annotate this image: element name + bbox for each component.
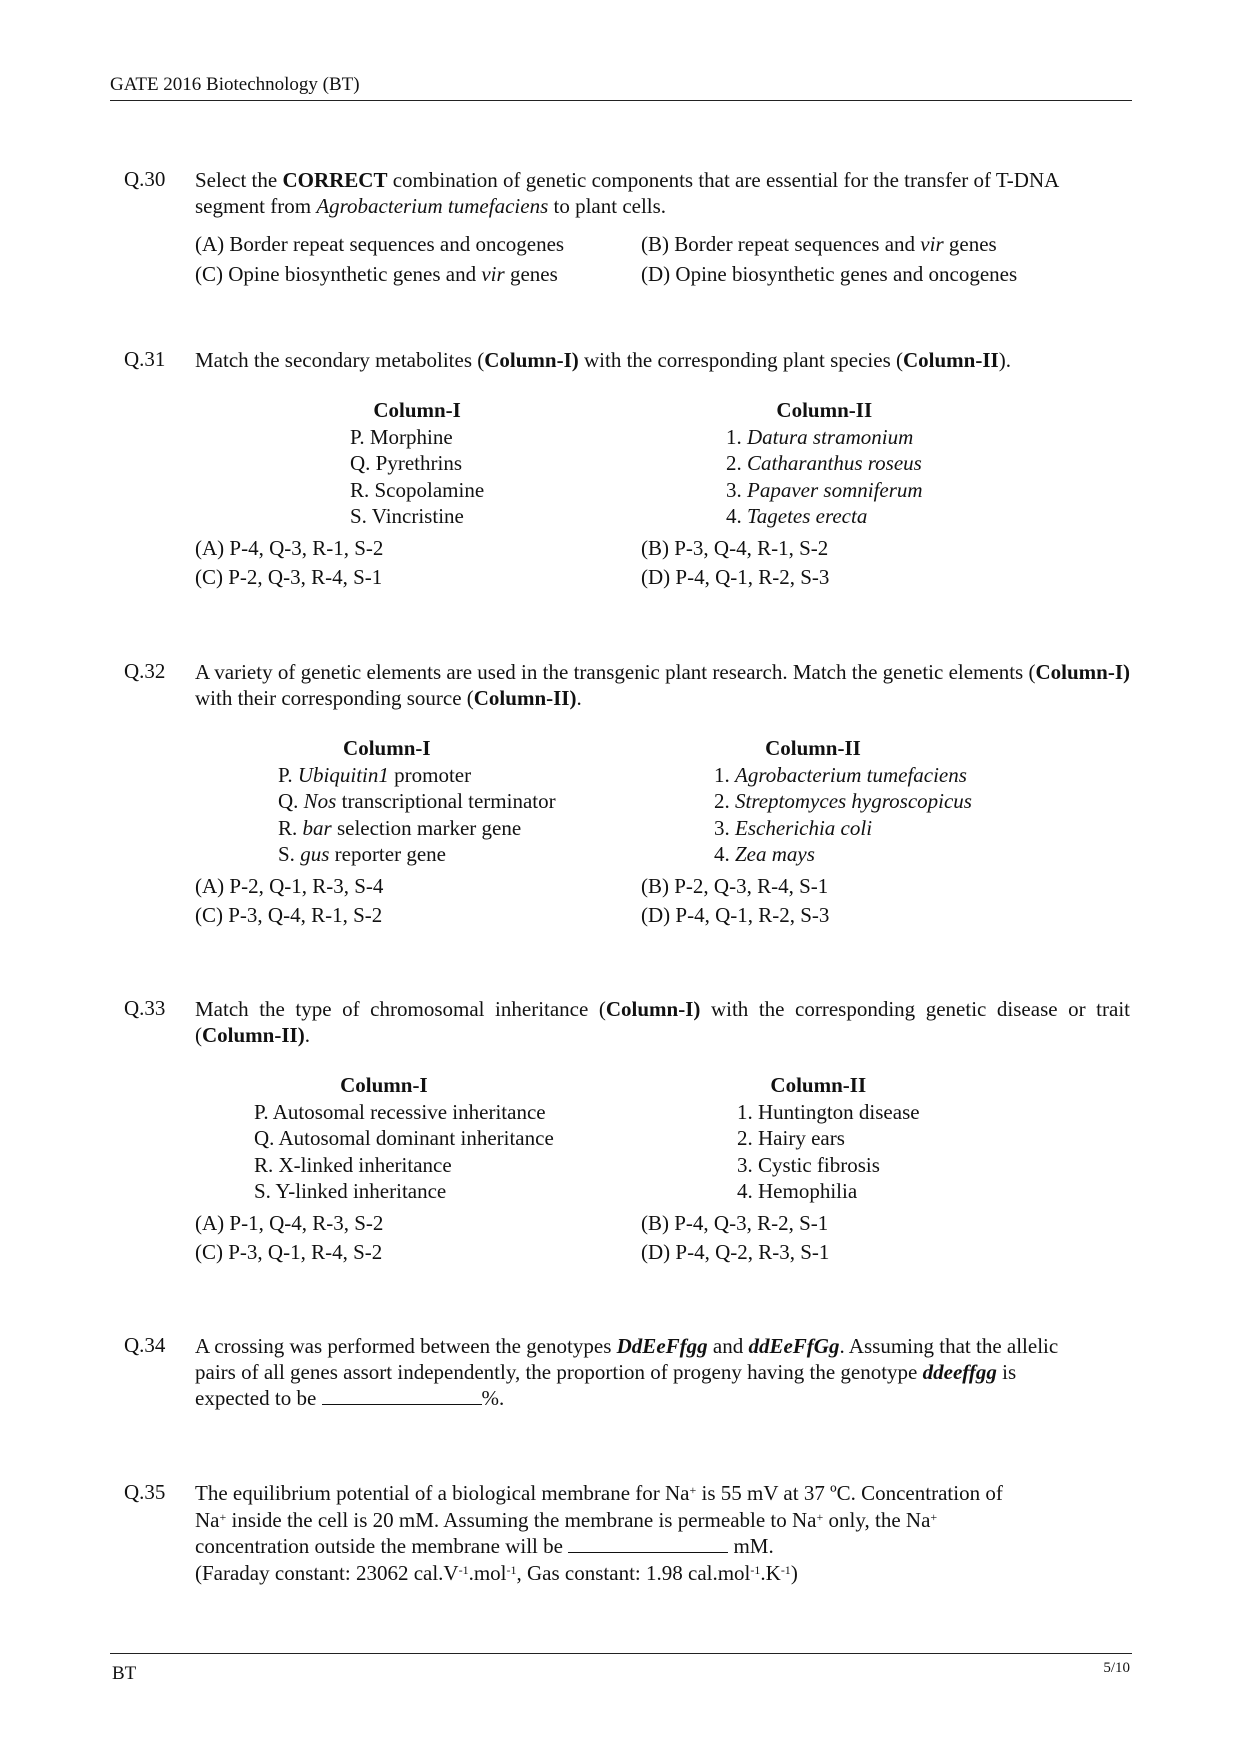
column-i xyxy=(278,735,556,868)
option-d: (D) P-4, Q-1, R-2, S-3 xyxy=(641,903,830,927)
page-number: 5/10 xyxy=(1103,1660,1130,1676)
column-i xyxy=(350,397,484,530)
column-ii-item: 1. Agrobacterium tumefaciens xyxy=(714,762,967,787)
column-i-item: P. Autosomal recessive inheritance xyxy=(254,1099,546,1124)
column-i-item: Q. Nos transcriptional terminator xyxy=(278,789,556,813)
column-i-item: Q. Pyrethrins xyxy=(350,451,462,475)
answer-blank xyxy=(322,1386,482,1405)
option-d: (D) Opine biosynthetic genes and oncogenes xyxy=(641,262,1018,286)
column-ii-item: 1. Datura stramonium xyxy=(726,424,914,449)
column-ii-item: 3. Escherichia coli xyxy=(714,815,873,840)
column-ii-item: 3. Papaver somniferum xyxy=(726,477,923,502)
column-i-item: P. Ubiquitin1 promoter xyxy=(278,762,472,787)
column-ii-item: 4. Tagetes erecta xyxy=(726,504,868,528)
question-number: Q.35 xyxy=(124,1480,166,1504)
option-c: (C) P-3, Q-4, R-1, S-2 xyxy=(195,903,383,927)
column-ii-heading: Column-II xyxy=(770,1073,867,1097)
column-ii-item: 1. Huntington disease xyxy=(737,1099,920,1124)
question-stem: Match the type of chromosomal inheritance (Column-I) with the corresponding genetic disease or trait (Column-II). xyxy=(195,997,1130,1047)
page-header-title: GATE 2016 Biotechnology (BT) xyxy=(110,74,360,95)
option-b: (B) P-2, Q-3, R-4, S-1 xyxy=(641,874,829,898)
column-ii xyxy=(726,397,923,530)
question-number: Q.32 xyxy=(124,659,166,683)
column-i-item: S. Y-linked inheritance xyxy=(254,1179,447,1203)
question-number: Q.33 xyxy=(124,996,166,1020)
answer-blank xyxy=(568,1534,728,1553)
option-b: (B) P-4, Q-3, R-2, S-1 xyxy=(641,1211,829,1235)
column-i-item: Q. Autosomal dominant inheritance xyxy=(254,1126,554,1150)
question-number: Q.31 xyxy=(124,347,166,371)
question-stem: Match the secondary metabolites (Column-I) with the corresponding plant species (Column-II). xyxy=(195,348,1011,372)
column-i-item: R. Scopolamine xyxy=(350,477,485,502)
column-ii-heading: Column-II xyxy=(765,736,861,760)
footer-rule xyxy=(110,1653,1132,1654)
column-ii-item: 3. Cystic fibrosis xyxy=(737,1152,880,1177)
column-i-item: R. bar selection marker gene xyxy=(278,815,522,840)
question-stem: A crossing was performed between the genotypes DdEeFfgg and ddEeFfGg. Assuming that the allelic pairs of all genes assort independently, the proportion of progeny having the genotype ddeeffgg is expected to be %. xyxy=(195,1334,1059,1410)
question-stem: A variety of genetic elements are used in the transgenic plant research. Match the genetic elements (Column-I) with their corresponding source (Column-II). xyxy=(195,660,1130,710)
column-ii-heading: Column-II xyxy=(776,398,873,422)
column-ii xyxy=(714,735,972,868)
column-i-heading: Column-I xyxy=(373,398,461,422)
option-c: (C) P-2, Q-3, R-4, S-1 xyxy=(195,565,383,589)
column-ii-item: 2. Hairy ears xyxy=(737,1126,845,1150)
column-i-heading: Column-I xyxy=(343,736,431,760)
column-ii-item: 4. Zea mays xyxy=(714,842,815,866)
question-number: Q.30 xyxy=(124,167,166,191)
option-a: (A) P-4, Q-3, R-1, S-2 xyxy=(195,536,384,560)
question-number: Q.34 xyxy=(124,1333,166,1357)
footer-label: BT xyxy=(112,1663,137,1684)
option-d: (D) P-4, Q-1, R-2, S-3 xyxy=(641,565,830,589)
option-c: (C) P-3, Q-1, R-4, S-2 xyxy=(195,1240,383,1264)
option-a: (A) P-2, Q-1, R-3, S-4 xyxy=(195,874,384,898)
column-ii xyxy=(737,1072,920,1205)
column-i-item: S. Vincristine xyxy=(350,504,464,528)
column-i-heading: Column-I xyxy=(340,1073,428,1097)
option-d: (D) P-4, Q-2, R-3, S-1 xyxy=(641,1240,830,1264)
option-b: (B) P-3, Q-4, R-1, S-2 xyxy=(641,536,829,560)
option-c: (C) Opine biosynthetic genes and vir genes xyxy=(195,262,558,286)
question-stem: The equilibrium potential of a biological membrane for Na+ is 55 mV at 37 ºC. Concentration of Na+ inside the cell is 20 mM. Assuming the membrane is permeable to Na+ only, the Na+ concentration outside the membrane will be mM. (Faraday constant: 23062 $cal.V^{-1}.mol^{-1}$, Gas constant: 1.98 $cal.mol^{-1}.K^{-1}$) xyxy=(195,1481,1003,1585)
option-b: (B) Border repeat sequences and vir genes xyxy=(641,232,997,256)
column-ii-item: 4. Hemophilia xyxy=(737,1179,858,1203)
column-i-item: S. gus reporter gene xyxy=(278,842,446,866)
column-ii-item: 2. Catharanthus roseus xyxy=(726,451,922,475)
question-stem: Select the CORRECT combination of genetic components that are essential for the transfer of T-DNA segment from Agrobacterium tumefaciens to plant cells. xyxy=(195,168,1059,218)
column-i xyxy=(254,1072,554,1205)
column-i-item: R. X-linked inheritance xyxy=(254,1152,452,1177)
option-a: (A) Border repeat sequences and oncogenes xyxy=(195,232,565,256)
option-a: (A) P-1, Q-4, R-3, S-2 xyxy=(195,1211,384,1235)
column-ii-item: 2. Streptomyces hygroscopicus xyxy=(714,789,972,813)
column-i-item: P. Morphine xyxy=(350,424,453,449)
header-rule xyxy=(110,100,1132,101)
